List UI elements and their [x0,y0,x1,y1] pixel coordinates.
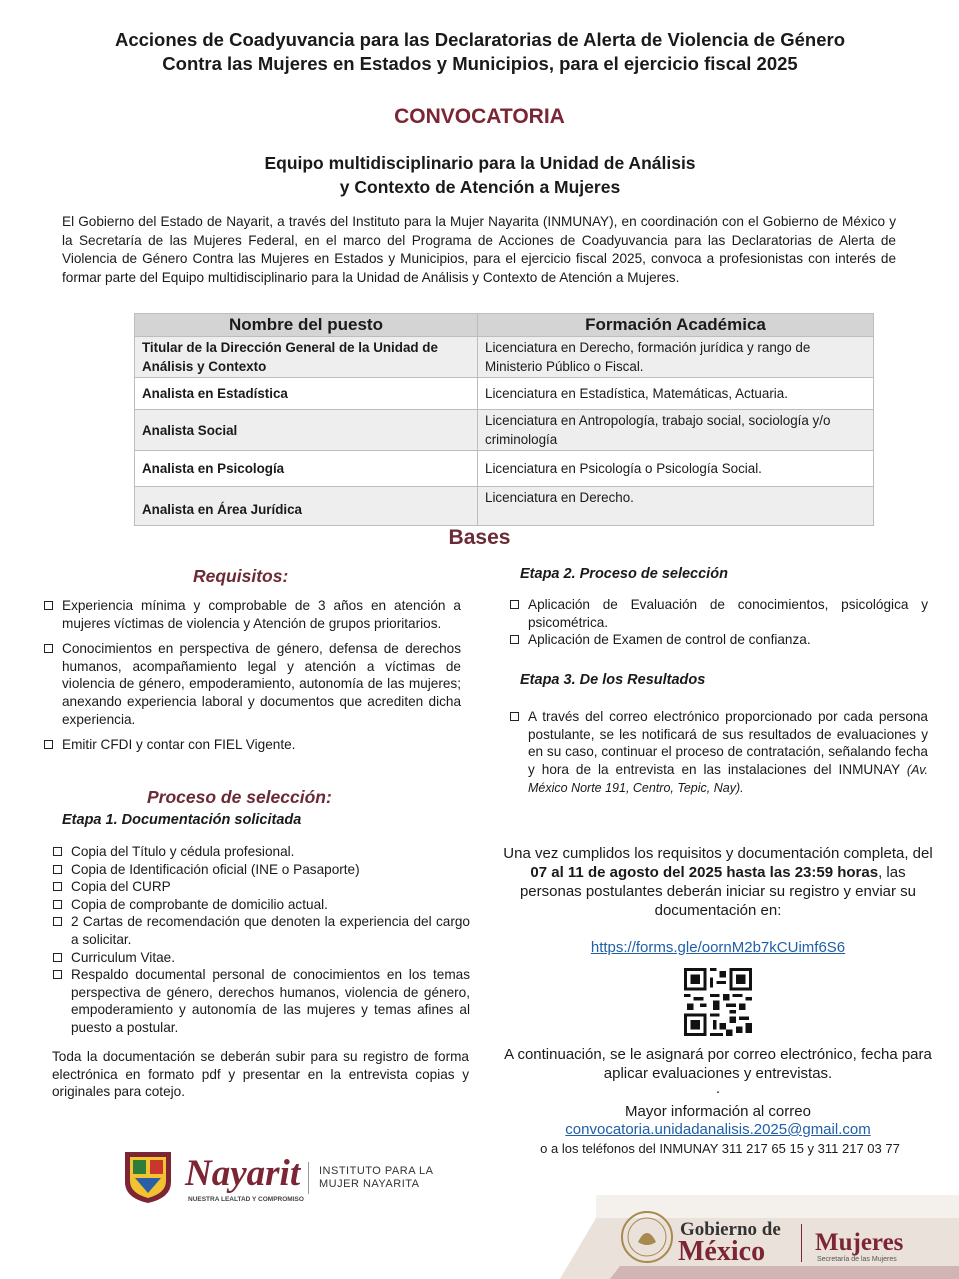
list-item: Copia de comprobante de domicilio actual. [53,896,470,914]
etapa2-list [510,596,928,649]
mujeres-logo-subtitle: Secretaría de las Mujeres [817,1256,897,1263]
list-item: Copia de Identificación oficial (INE o Pasaporte) [53,861,470,879]
list-item: Emitir CFDI y contar con FIEL Vigente. [44,736,461,754]
etapa3-heading: Etapa 3. De los Resultados [520,672,706,688]
position-name: Titular de la Dirección General de la Unidad de Análisis y Contexto [135,337,478,378]
requisitos-heading: Requisitos: [193,566,289,586]
etapa1-heading: Etapa 1. Documentación solicitada [62,812,302,828]
nayarit-tagline: NUESTRA LEALTAD Y COMPROMISO [188,1196,304,1203]
proceso-heading: Proceso de selección: [147,787,332,807]
mexico-seal-icon [620,1210,674,1264]
list-item: Conocimientos en perspectiva de género, defensa de derechos humanos, acompañamiento legal y atención a víctimas de violencia de género, empoderamiento, autonomía de las mujeres; anexando experiencia laboral y documentos que acrediten dicha experiencia. [44,640,461,728]
checkbox-icon [510,712,519,721]
position-name: Analista en Estadística [135,378,478,410]
academic-formation: Licenciatura en Antropología, trabajo social, sociología y/o criminología [478,410,874,451]
academic-formation: Licenciatura en Derecho, formación jurídica y rango de Ministerio Público o Fiscal. [478,337,874,378]
list-item: Aplicación de Evaluación de conocimientos, psicológica y psicométrica. [510,596,928,631]
checkbox-icon [44,644,53,653]
requisitos-list [44,597,461,754]
contact-phones: o a los teléfonos del INMUNAY 311 217 65 15 y 311 217 03 77 [540,1141,900,1156]
documentation-note: Toda la documentación se deberán subir para su registro de forma electrónica en formato pdf y presentar en la entrevista copias y originales para cotejo. [52,1049,469,1100]
etapa2-heading: Etapa 2. Proceso de selección [520,566,728,582]
checkbox-icon [53,882,62,891]
logo-divider [801,1224,802,1262]
registration-dates: 07 al 11 de agosto del 2025 hasta las 23:59 horas [530,864,879,881]
table-header: Nombre del puesto [135,314,478,337]
convocatoria-heading: CONVOCATORIA [394,105,565,128]
qr-code-icon [684,968,752,1036]
list-item: Experiencia mínima y comprobable de 3 años en atención a mujeres víctimas de violencia y Atención de grupos prioritarios. [44,597,461,632]
continuation-text: A continuación, se le asignará por correo electrónico, fecha para aplicar evaluaciones y entrevistas. [504,1046,932,1082]
checkbox-icon [510,635,519,644]
registration-form-link[interactable]: https://forms.gle/oornM2b7kCUimf6S6 [590,939,846,956]
mujeres-logo-text: Mujeres [815,1229,904,1256]
academic-formation: Licenciatura en Psicología o Psicología Social. [478,451,874,487]
table-header: Formación Académica [478,314,874,337]
list-item: Copia del CURP [53,878,470,896]
position-name: Analista Social [135,410,478,451]
table-row [135,487,874,526]
checkbox-icon [53,953,62,962]
list-item: Curriculum Vitae. [53,949,470,967]
contact-email-link[interactable]: convocatoria.unidadanalisis.2025@gmail.com [565,1121,871,1138]
checkbox-icon [53,900,62,909]
list-item: A través del correo electrónico proporcionado por cada persona postulante, se les notificará de sus resultados de evaluaciones y en su caso, continuar el proceso de contratación, señalando fecha y hora de la entrevista en las instalaciones del INMUNAY (Av. México Norte 191, Centro, Tepic, Nay). [510,708,928,798]
table-row [135,410,874,451]
table-row [135,337,874,378]
checkbox-icon [53,847,62,856]
checkbox-icon [510,600,519,609]
gobierno-logo-line2: México [678,1236,766,1267]
checkbox-icon [44,601,53,610]
intro-paragraph: El Gobierno del Estado de Nayarit, a través del Instituto para la Mujer Nayarita (INMUNAY), en coordinación con el Gobierno de México y la Secretaría de las Mujeres Federal, en el marco del Programa de Acciones de Coadyuvancia para las Declaratorias de Alerta de Violencia de Género Contra las Mujeres en Estados y Municipios, para el ejercicio fiscal 2025, convoca a profesionistas con interés de formar parte del Equipo multidisciplinario para la Unidad de Análisis y Contexto de Atención a Mujeres. [62,214,896,285]
position-name: Analista en Psicología [135,451,478,487]
table-row [135,451,874,487]
nayarit-logo-text: Nayarit [185,1153,301,1194]
document-subtitle: Equipo multidisciplinario para la Unidad de Análisis y Contexto de Atención a Mujeres [264,153,696,197]
document-title: Acciones de Coadyuvancia para las Declaratorias de Alerta de Violencia de Género Contra las Mujeres en Estados y Municipios, para el ejercicio fiscal 2025 [114,29,846,74]
registration-info: Una vez cumplidos los requisitos y documentación completa, del 07 al 11 de agosto del 2025 hasta las 23:59 horas, las personas postulantes deberán iniciar su registro y enviar su documentación en: [503,845,933,919]
etapa3-list [510,708,928,798]
academic-formation: Licenciatura en Derecho. [478,487,874,526]
instituto-logo-text: INSTITUTO PARA LA MUJER NAYARITA [319,1165,434,1190]
positions-table [134,313,874,526]
academic-formation: Licenciatura en Estadística, Matemáticas, Actuaria. [478,378,874,410]
checkbox-icon [53,917,62,926]
bases-heading: Bases [448,526,511,549]
etapa1-list [53,843,470,1037]
logo-divider [308,1162,309,1194]
gobierno-logo-line1: Gobierno de [680,1219,781,1240]
list-item: 2 Cartas de recomendación que denoten la experiencia del cargo a solicitar. [53,913,470,948]
checkbox-icon [53,970,62,979]
list-item: Respaldo documental personal de conocimientos en los temas perspectiva de género, derechos humanos, violencia de género, empoderamiento y autonomía de las mujeres y temas afines al puesto a postular. [53,966,470,1036]
position-name: Analista en Área Jurídica [135,487,478,526]
checkbox-icon [53,865,62,874]
list-item: Aplicación de Examen de control de confianza. [510,631,928,649]
checkbox-icon [44,740,53,749]
nayarit-shield-icon [121,1148,175,1204]
list-item: Copia del Título y cédula profesional. [53,843,470,861]
inmunay-address: (Av. México Norte 191, Centro, Tepic, Nay). [528,762,928,796]
table-header-row [135,314,874,337]
more-info-label: Mayor información al correo [625,1103,811,1120]
table-row [135,378,874,410]
